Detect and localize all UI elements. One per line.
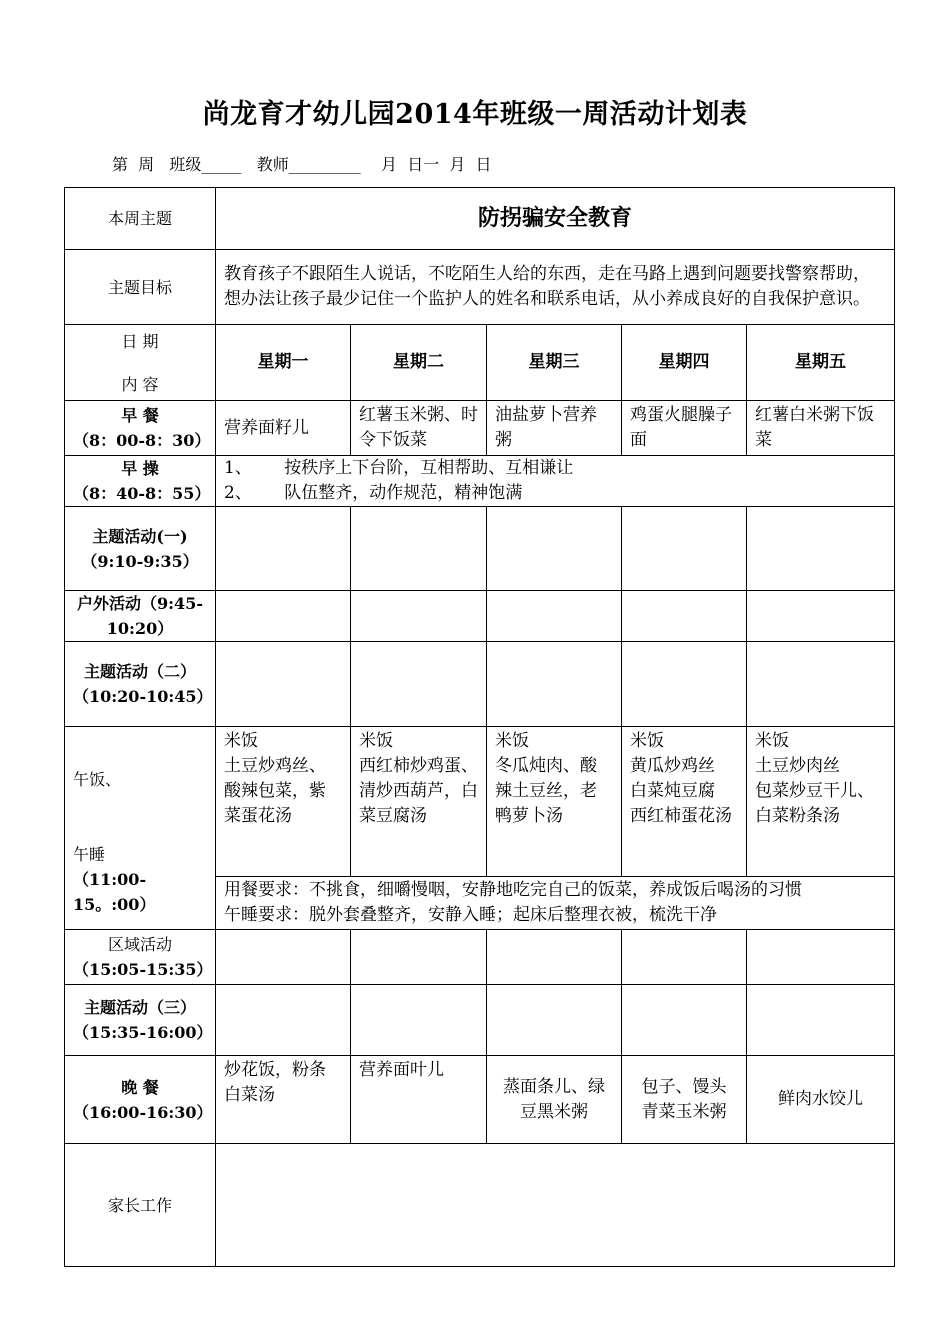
theme-activity-3-row [65, 985, 895, 1056]
empty-cell [351, 591, 487, 642]
dinner-label: 晚 餐 [121, 1077, 159, 1097]
empty-cell [216, 591, 351, 642]
empty-cell [622, 642, 747, 727]
theme-activity-3-label-cell [65, 985, 216, 1056]
area-activity-label-cell [65, 930, 216, 985]
area-activity-time: （15:05-15:35） [73, 960, 213, 979]
dinner-item [747, 1056, 895, 1144]
empty-cell [351, 930, 487, 985]
lunch-line: 西红柿炒鸡蛋、清炒西葫芦，白菜豆腐汤 [359, 756, 478, 826]
date-label: 日 期 [121, 331, 159, 351]
empty-cell [487, 985, 622, 1056]
nap-requirement: 午睡要求：脱外套叠整齐，安静入睡；起床后整理衣被，梳洗干净 [224, 905, 717, 925]
theme-label: 本周主题 [65, 188, 216, 250]
dinner-item [351, 1056, 487, 1144]
empty-cell [487, 507, 622, 591]
exercise-time: （8：40-8：55） [73, 484, 211, 503]
empty-cell [747, 507, 895, 591]
breakfast-item: 鸡蛋火腿臊子面 [622, 401, 747, 456]
week-meta-line: 第 周 班级_____ 教师_________ 月 日一 月 日 [112, 155, 492, 174]
breakfast-row [65, 401, 895, 456]
lunch-line: 土豆炒肉丝 [755, 756, 840, 776]
lunch-line: 米饭 [630, 731, 664, 751]
theme-activity-2-label-cell [65, 642, 216, 727]
empty-cell [622, 591, 747, 642]
outdoor-row [65, 591, 895, 642]
breakfast-item: 红薯白米粥下饭菜 [747, 401, 895, 456]
empty-cell [216, 985, 351, 1056]
goal-text: 教育孩子不跟陌生人说话，不吃陌生人给的东西，走在马路上遇到问题要找警察帮助，想办法让孩子最少记住一个监护人的姓名和联系电话，从小养成良好的自我保护意识。 [216, 250, 895, 325]
theme-activity-1-time: （9:10-9:35） [81, 551, 199, 571]
parent-work-content [216, 1144, 895, 1267]
dinner-line: 营养面叶儿 [359, 1060, 444, 1080]
dinner-line: 蒸面条儿、绿豆黑米粥 [503, 1076, 605, 1122]
exercise-line: 2、 队伍整齐，动作规范，精神饱满 [224, 483, 523, 503]
lunch-item [487, 727, 622, 877]
empty-cell [351, 507, 487, 591]
lunch-requirements [216, 877, 895, 930]
dinner-line: 炒花饭，粉条白菜汤 [224, 1060, 326, 1105]
lunch-label-cell [65, 727, 216, 930]
day-header: 星期四 [622, 325, 747, 401]
parent-work-label: 家长工作 [65, 1144, 216, 1267]
breakfast-label-cell [65, 401, 216, 456]
lunch-row [65, 727, 895, 877]
lunch-time: （11:00-15。:00） [73, 870, 156, 914]
lunch-item [351, 727, 487, 877]
empty-cell [622, 930, 747, 985]
date-content-header [65, 325, 216, 401]
lunch-line: 土豆炒鸡丝、酸辣包菜，紫菜蛋花汤 [224, 756, 326, 826]
day-header: 星期一 [216, 325, 351, 401]
day-header: 星期五 [747, 325, 895, 401]
lunch-line: 米饭 [359, 731, 393, 751]
empty-cell [216, 507, 351, 591]
exercise-label-cell [65, 456, 216, 507]
theme-activity-1-row [65, 507, 895, 591]
breakfast-item: 红薯玉米粥、时令下饭菜 [351, 401, 487, 456]
nap-label: 午睡 [73, 845, 106, 864]
empty-cell [351, 985, 487, 1056]
parent-work-row [65, 1144, 895, 1267]
breakfast-label: 早 餐 [121, 406, 159, 425]
page-title: 尚龙育才幼儿园2014年班级一周活动计划表 [202, 99, 748, 130]
empty-cell [747, 591, 895, 642]
empty-cell [747, 642, 895, 727]
theme-activity-2-row [65, 642, 895, 727]
area-activity-label: 区域活动 [107, 935, 172, 954]
goal-row [65, 250, 895, 325]
theme-activity-2-time: （10:20-10:45） [73, 687, 213, 706]
lunch-line: 包菜炒豆干儿、白菜粉条汤 [755, 781, 874, 826]
empty-cell [351, 642, 487, 727]
content-label: 内 容 [121, 374, 159, 394]
dinner-row [65, 1056, 895, 1144]
dinner-line: 包子、馒头 [641, 1076, 727, 1097]
breakfast-time: （8：00-8：30） [73, 431, 211, 450]
goal-label: 主题目标 [65, 250, 216, 325]
outdoor-time: 10:20） [106, 619, 174, 638]
theme-activity-1-label: 主题活动(一) [92, 526, 188, 546]
empty-cell [216, 930, 351, 985]
lunch-item [747, 727, 895, 877]
lunch-line: 冬瓜炖肉、酸辣土豆丝，老鸭萝卜汤 [495, 756, 597, 826]
dinner-label-cell [65, 1056, 216, 1144]
area-activity-row [65, 930, 895, 985]
empty-cell [487, 591, 622, 642]
theme-activity-3-label: 主题活动（三） [83, 998, 196, 1017]
dinner-item [622, 1056, 747, 1144]
weekly-plan-table [64, 187, 895, 1267]
lunch-item [216, 727, 351, 877]
date-header-row [65, 325, 895, 401]
outdoor-label: 户外活动（9:45- [77, 594, 203, 613]
exercise-row [65, 456, 895, 507]
exercise-label: 早 操 [121, 459, 159, 478]
exercise-line: 1、 按秩序上下台阶，互相帮助、互相谦让 [224, 458, 574, 478]
theme-activity-1-label-cell [65, 507, 216, 591]
empty-cell [747, 930, 895, 985]
lunch-line: 米饭 [755, 731, 789, 751]
dinner-item [487, 1056, 622, 1144]
empty-cell [487, 930, 622, 985]
lunch-line: 米饭 [224, 731, 258, 751]
lunch-line: 米饭 [495, 731, 529, 751]
dinner-item [216, 1056, 351, 1144]
outdoor-label-cell [65, 591, 216, 642]
dinner-line: 鲜肉水饺儿 [778, 1089, 863, 1109]
theme-activity-3-time: （15:35-16:00） [73, 1023, 213, 1042]
empty-cell [622, 507, 747, 591]
day-header: 星期二 [351, 325, 487, 401]
theme-activity-2-label: 主题活动（二） [83, 662, 196, 681]
empty-cell [747, 985, 895, 1056]
lunch-label: 午饭、 [73, 770, 122, 789]
lunch-line: 白菜炖豆腐 [630, 781, 715, 801]
lunch-item [622, 727, 747, 877]
breakfast-item: 油盐萝卜营养粥 [487, 401, 622, 456]
day-header: 星期三 [487, 325, 622, 401]
lunch-line: 西红柿蛋花汤 [630, 806, 732, 826]
theme-value: 防拐骗安全教育 [216, 188, 895, 250]
theme-row [65, 188, 895, 250]
exercise-text [216, 456, 895, 507]
dinner-time: （16:00-16:30） [73, 1102, 213, 1122]
breakfast-item: 营养面籽儿 [216, 401, 351, 456]
meal-requirement: 用餐要求：不挑食，细嚼慢咽，安静地吃完自己的饭菜，养成饭后喝汤的习惯 [224, 880, 802, 900]
lunch-line: 黄瓜炒鸡丝 [630, 756, 715, 776]
empty-cell [487, 642, 622, 727]
empty-cell [622, 985, 747, 1056]
empty-cell [216, 642, 351, 727]
dinner-line: 青菜玉米粥 [641, 1101, 727, 1122]
